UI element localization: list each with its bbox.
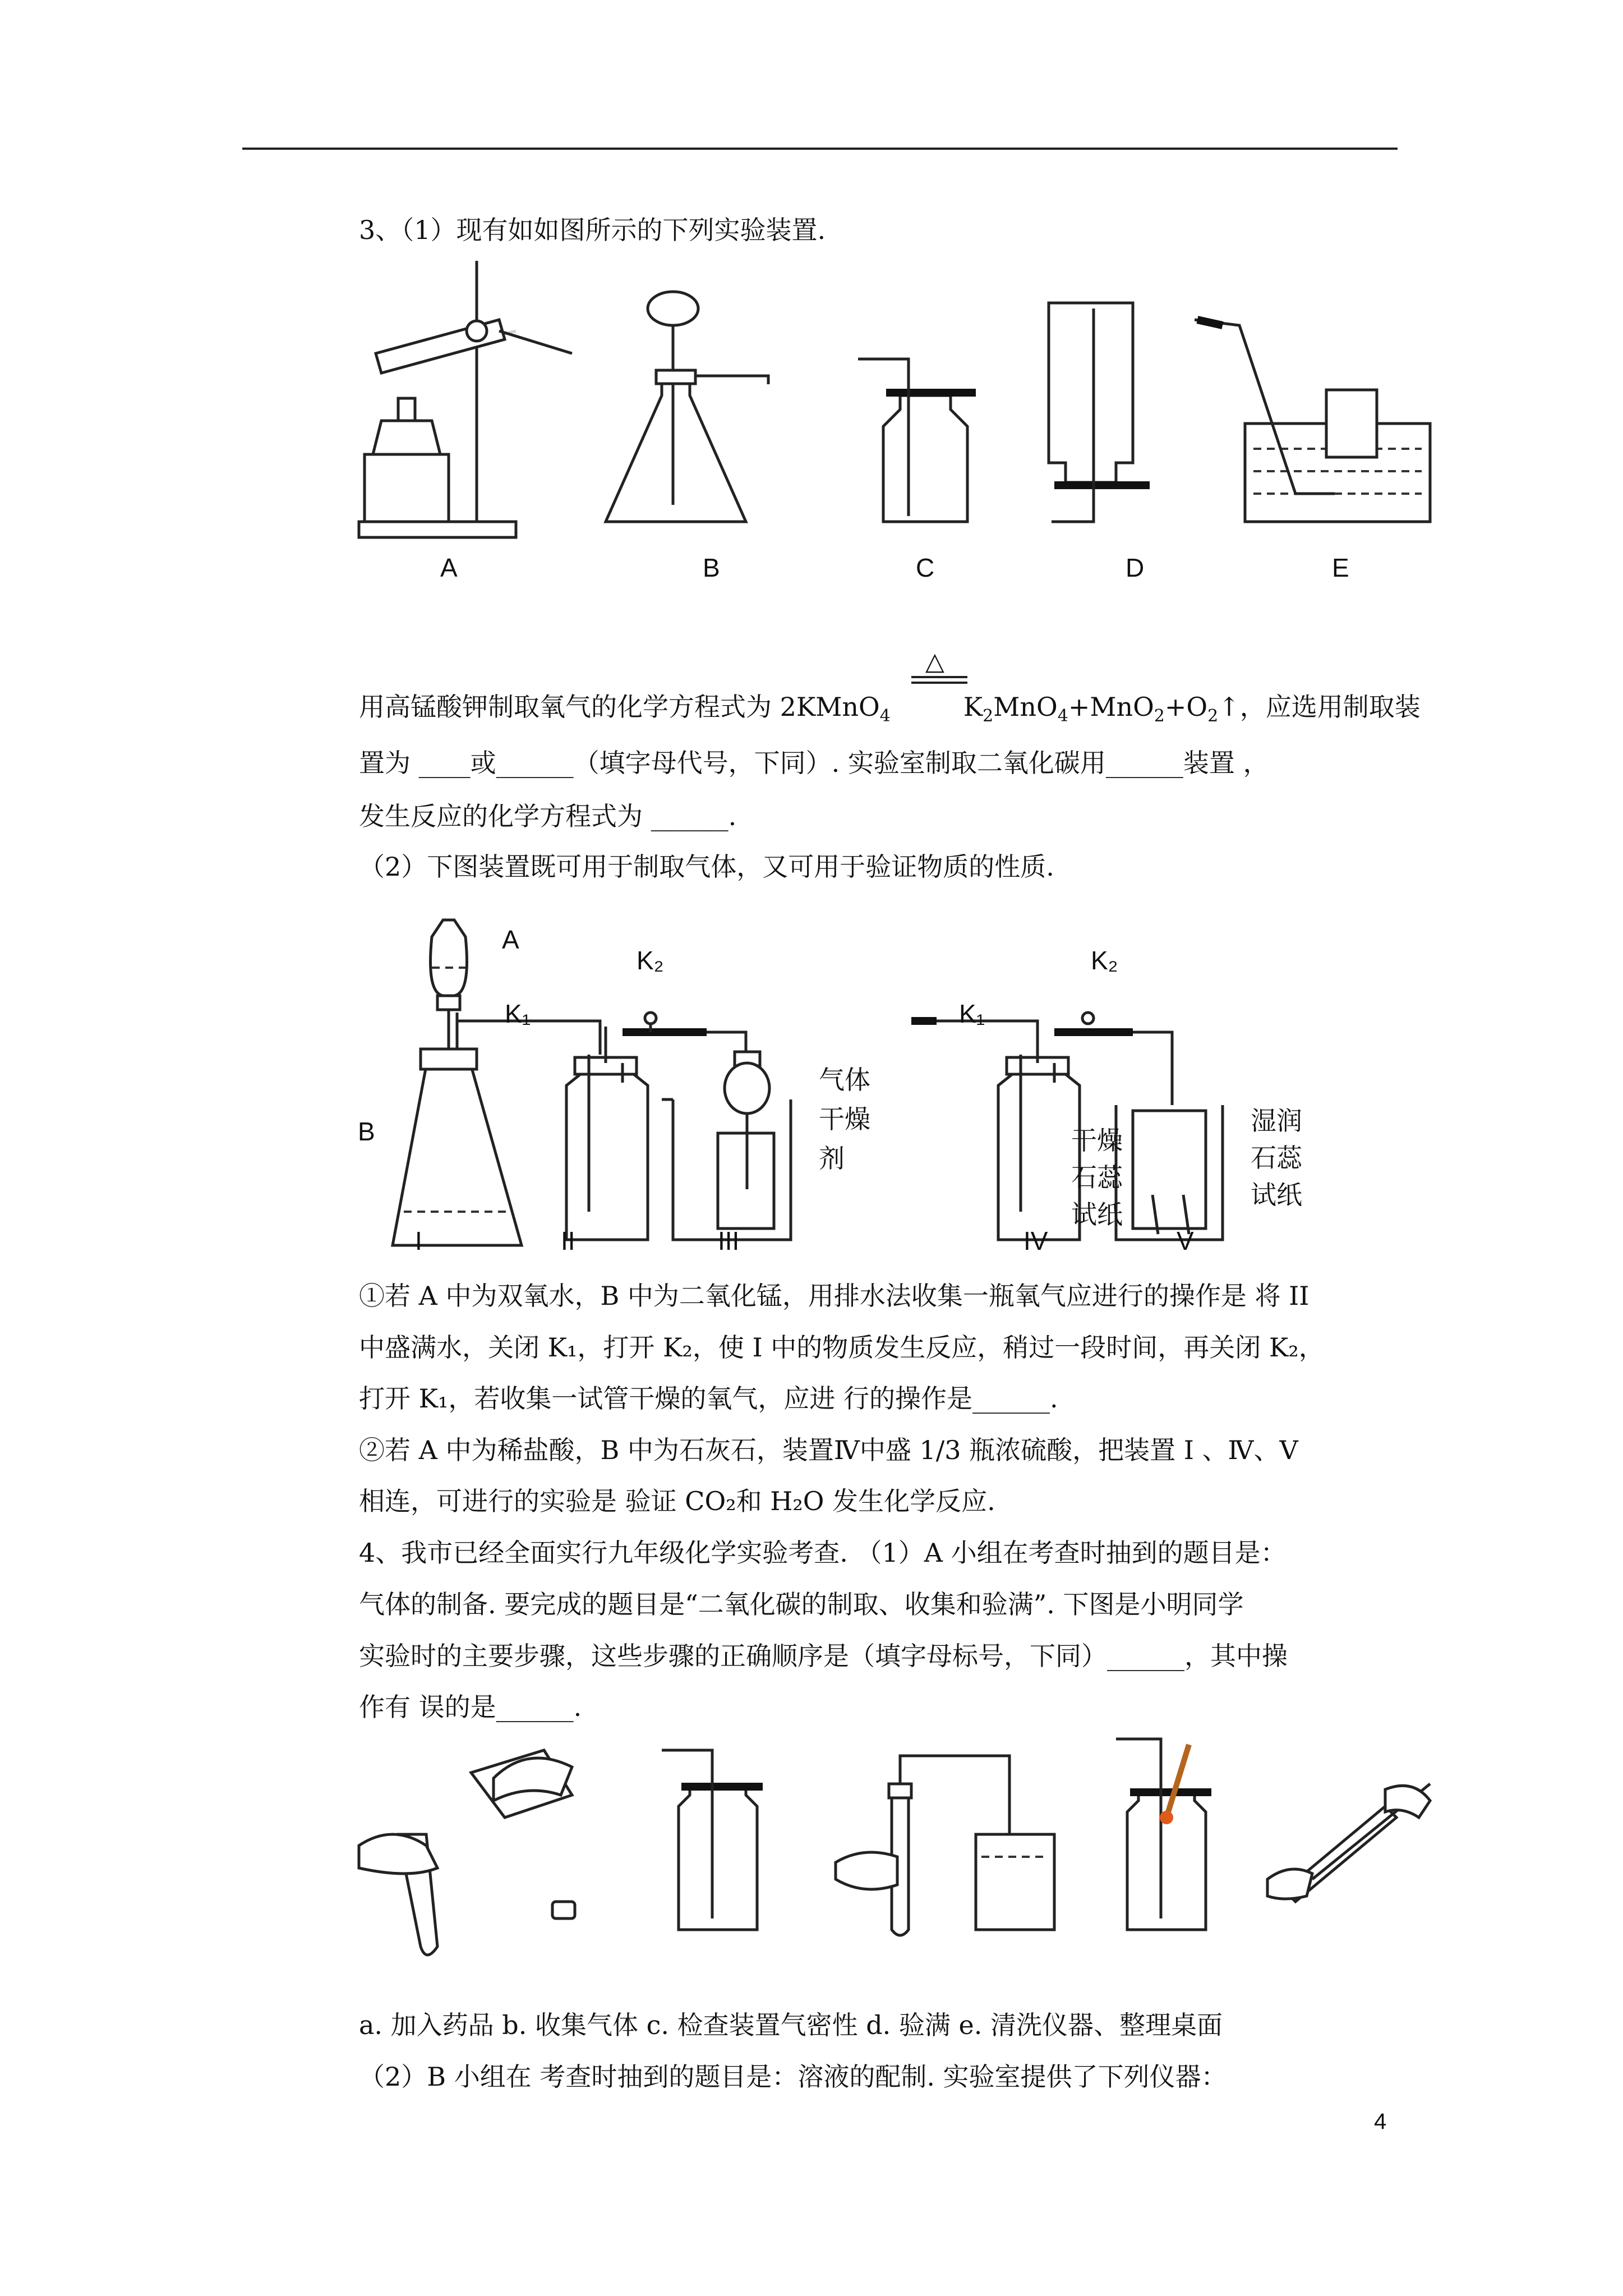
apparatus-figure-a-to-e xyxy=(348,258,1441,550)
label-d: D xyxy=(1126,553,1145,582)
apparatus-c xyxy=(858,359,976,522)
equation-bar-2 xyxy=(911,682,967,684)
apparatus-e xyxy=(1195,320,1430,522)
diagram-label-b: B xyxy=(358,1117,375,1146)
page-number: 4 xyxy=(1374,2109,1387,2134)
q4-part2: （2）B 小组在 考查时抽到的题目是：溶液的配制. 实验室提供了下列仪器： xyxy=(359,2062,1227,2092)
step-check-airtightness xyxy=(836,1756,1054,1935)
diagram-label-k2-left: K₂ xyxy=(637,946,664,975)
apparatus-a xyxy=(359,261,572,537)
item1-line3: 打开 K₁，若收集一试管干燥的氧气，应进 行的操作是______. xyxy=(359,1383,1058,1414)
equation-bar xyxy=(911,676,967,678)
diagram-label-k1-right: K₁ xyxy=(959,999,985,1028)
apparatus-d xyxy=(1049,303,1150,522)
diagram-roman-iii: III xyxy=(718,1226,740,1255)
apparatus-iii xyxy=(662,1032,791,1240)
item1-line2: 中盛满水，关闭 K₁，打开 K₂，使 I 中的物质发生反应，稍过一段时间，再关闭 K₂， xyxy=(359,1332,1325,1363)
gas-drying-agent-label: 气体 干燥 剂 xyxy=(819,1065,870,1173)
diagram-label-k1-left: K₁ xyxy=(505,999,531,1028)
q3-line3: 发生反应的化学方程式为 ______. xyxy=(359,801,737,831)
diagram-label-k2-right: K₂ xyxy=(1091,946,1118,975)
item1-line1: ①若 A 中为双氧水，B 中为二氧化锰，用排水法收集一瓶氧气应进行的操作是 将 II xyxy=(359,1281,1310,1311)
item2-line1: ②若 A 中为稀盐酸，B 中为石灰石，装置Ⅳ中盛 1/3 瓶浓硫酸，把装置 I 、Ⅳ、V xyxy=(359,1435,1298,1465)
reaction-condition: △ xyxy=(925,647,944,676)
diagram-roman-v: V xyxy=(1177,1226,1194,1255)
q4-line4: 作有 误的是______. xyxy=(359,1692,582,1722)
item2-line2: 相连，可进行的实验是 验证 CO₂和 H₂O 发生化学反应. xyxy=(359,1486,995,1516)
q3-part2-intro: （2）下图装置既可用于制取气体，又可用于验证物质的性质. xyxy=(359,852,1054,882)
dry-litmus-label: 干燥 石蕊 试纸 xyxy=(1071,1126,1123,1229)
q3-intro: 3、（1）现有如如图所示的下列实验装置. xyxy=(359,215,826,245)
q4-line1: 4、我市已经全面实行九年级化学实验考查. （1）A 小组在考查时抽到的题目是： xyxy=(359,1538,1287,1568)
apparatus-v xyxy=(1116,1105,1223,1240)
diagram-label-a: A xyxy=(502,925,519,954)
wet-litmus-label: 湿润 石蕊 试纸 xyxy=(1251,1106,1302,1209)
label-b: B xyxy=(703,553,720,582)
step-check-full xyxy=(1116,1739,1211,1930)
q4-line3: 实验时的主要步骤，这些步骤的正确顺序是（填字母标号，下同）______，其中操 xyxy=(359,1641,1288,1671)
diagram-roman-i: I xyxy=(415,1226,422,1255)
q4-line2: 气体的制备. 要完成的题目是“二氧化碳的制取、收集和验满”. 下图是小明同学 xyxy=(359,1589,1244,1619)
label-e: E xyxy=(1332,553,1349,582)
diagram-roman-iv: IV xyxy=(1023,1226,1048,1255)
diagram-roman-ii: II xyxy=(561,1226,575,1255)
header-rule xyxy=(242,148,1398,150)
step-collect-gas xyxy=(662,1750,763,1930)
label-a: A xyxy=(440,553,458,582)
label-c: C xyxy=(916,553,935,582)
step-add-reagent xyxy=(359,1750,575,1955)
experiment-steps-figure xyxy=(359,1733,1447,1969)
step-clean-instruments xyxy=(1267,1784,1430,1902)
q3-line2: 置为 ____或______（填字母代号，下同）. 实验室制取二氧化碳用______装置 ， xyxy=(359,748,1269,778)
q4-options: a. 加入药品 b. 收集气体 c. 检查装置气密性 d. 验满 e. 清洗仪器、整理桌面 xyxy=(359,2010,1223,2040)
apparatus-b xyxy=(606,292,768,522)
equation-line: 用高锰酸钾制取氧气的化学方程式为 2KMnO$_4$ $K_2MnO_4+MnO_2+O_2↑$，应选用制取装 xyxy=(359,692,1421,726)
